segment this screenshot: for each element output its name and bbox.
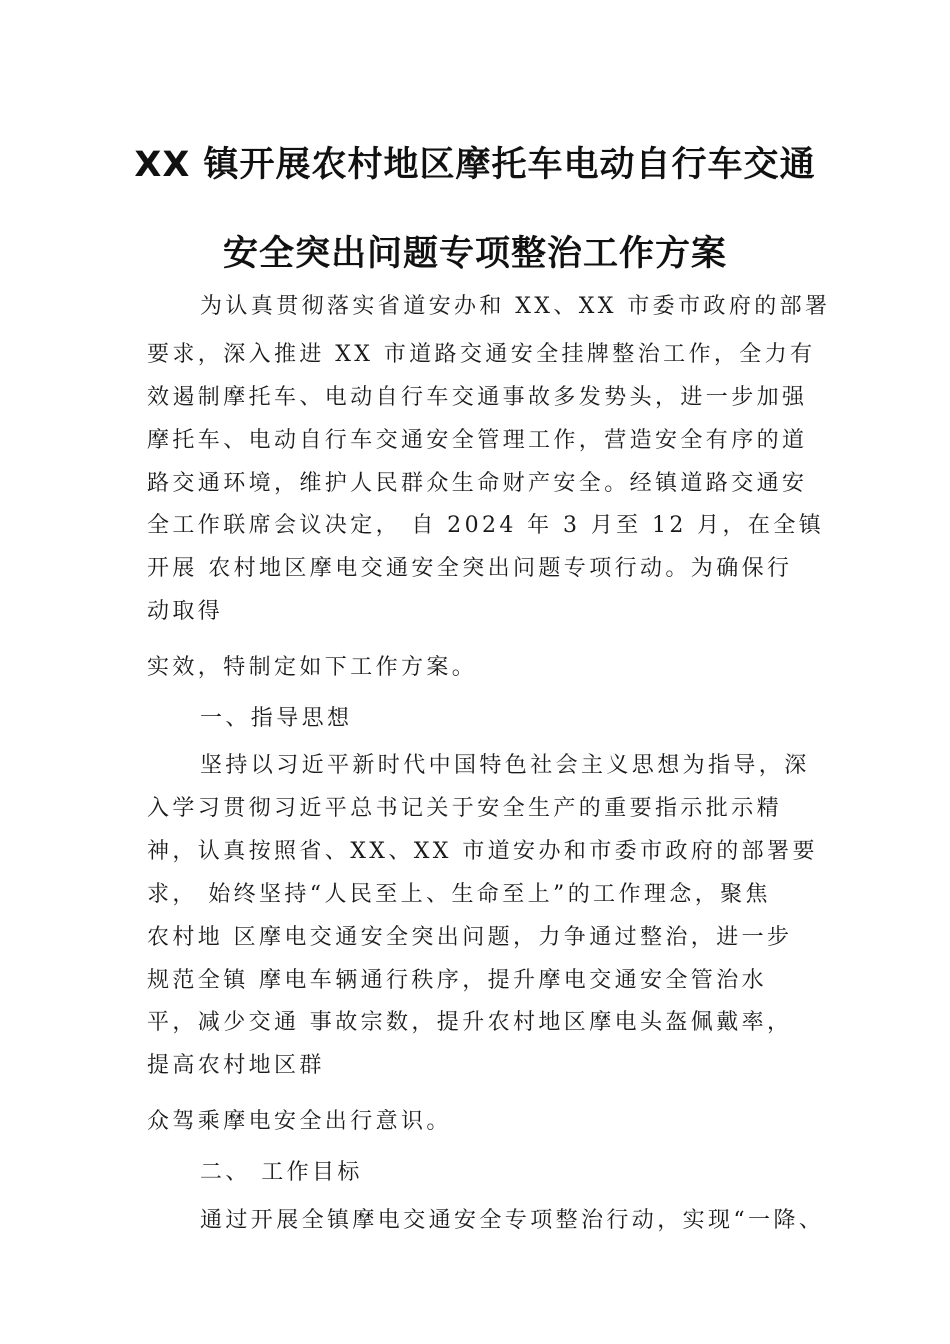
document-title-line-1: XX 镇开展农村地区摩托车电动自行车交通 [134, 145, 816, 185]
section-1-line-7: 平，减少交通 事故宗数，提升农村地区摩电头盔佩戴率， [147, 1010, 793, 1035]
intro-paragraph-line-4: 摩托车、电动自行车交通安全管理工作，营造安全有序的道 [147, 428, 808, 453]
section-1-line-1: 坚持以习近平新时代中国特色社会主义思想为指导，深 [200, 753, 810, 778]
section-2-line-1: 通过开展全镇摩电交通安全专项整治行动，实现“一降、 [200, 1208, 825, 1233]
section-1-line-8: 提高农村地区群 [147, 1053, 325, 1078]
intro-paragraph-line-6: 全工作联席会议决定， 自 2024 年 3 月至 12 月，在全镇 [147, 513, 825, 538]
section-2-heading: 二、 工作目标 [200, 1160, 363, 1185]
intro-paragraph-line-8: 动取得 [147, 599, 224, 624]
section-1-line-9: 众驾乘摩电安全出行意识。 [147, 1109, 452, 1134]
section-1-line-6: 规范全镇 摩电车辆通行秩序，提升摩电交通安全管治水 [147, 968, 767, 993]
section-1-line-4: 求， 始终坚持“人民至上、生命至上”的工作理念，聚焦 [147, 882, 771, 907]
section-1-line-2: 入学习贯彻习近平总书记关于安全生产的重要指示批示精 [147, 796, 783, 821]
intro-paragraph-line-1: 为认真贯彻落实省道安办和 XX、XX 市委市政府的部署 [200, 294, 831, 319]
section-1-line-3: 神，认真按照省、XX、XX 市道安办和市委市政府的部署要 [147, 839, 818, 864]
section-1-line-5: 农村地 区摩电交通安全突出问题，力争通过整治，进一步 [147, 925, 793, 950]
document-title-line-2: 安全突出问题专项整治工作方案 [222, 234, 727, 274]
section-1-heading: 一、指导思想 [200, 706, 353, 731]
intro-paragraph-line-9: 实效，特制定如下工作方案。 [147, 655, 478, 680]
intro-paragraph-line-3: 效遏制摩托车、电动自行车交通事故多发势头，进一步加强 [147, 385, 808, 410]
intro-paragraph-line-2: 要求，深入推进 XX 市道路交通安全挂牌整治工作，全力有 [147, 342, 816, 367]
intro-paragraph-line-5: 路交通环境，维护人民群众生命财产安全。经镇道路交通安 [147, 471, 808, 496]
intro-paragraph-line-7: 开展 农村地区摩电交通安全突出问题专项行动。为确保行 [147, 556, 793, 581]
